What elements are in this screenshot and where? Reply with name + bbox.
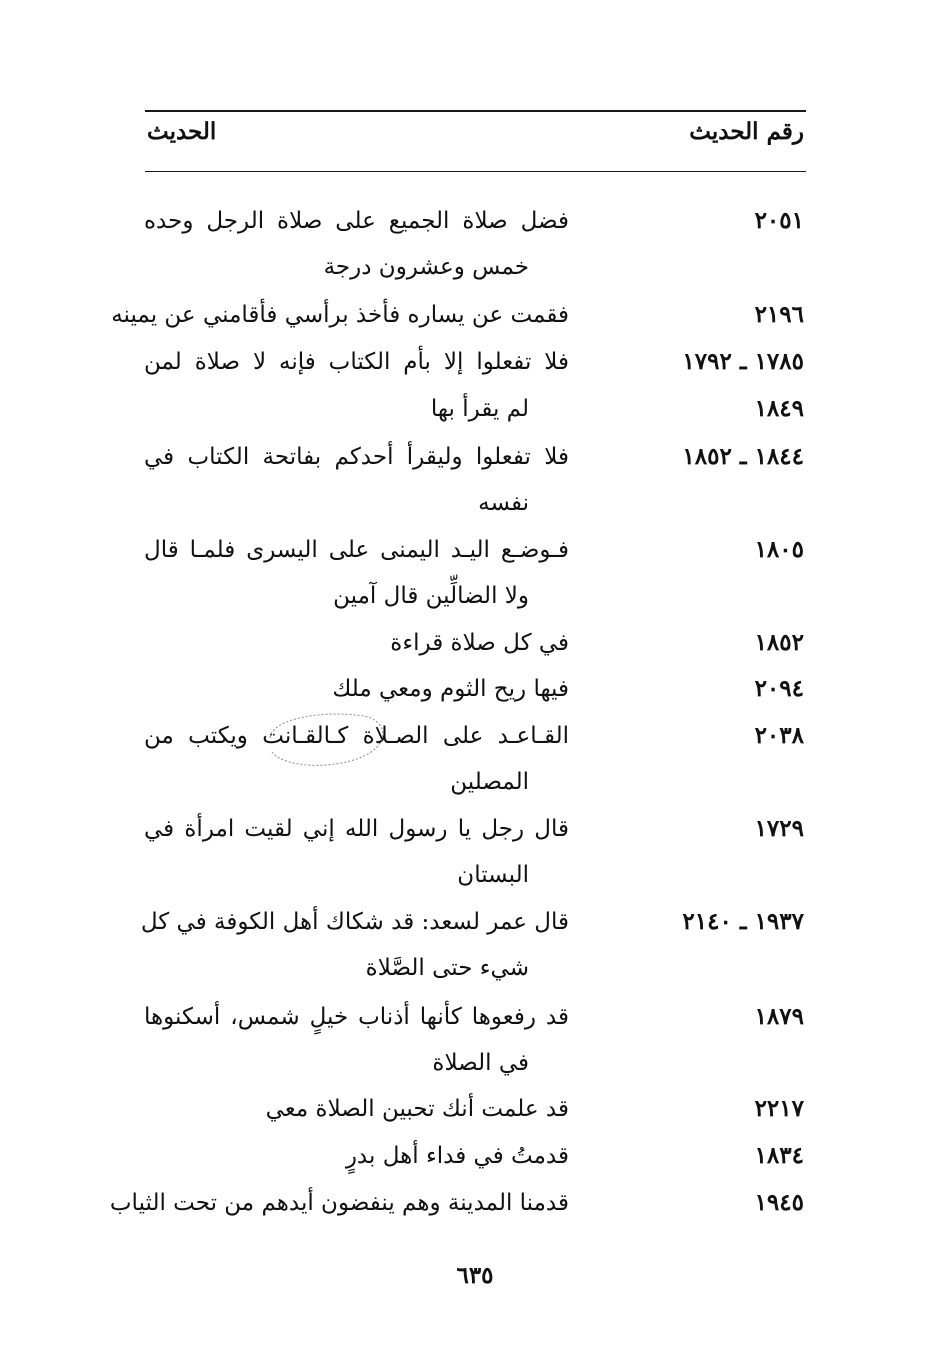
hadith-text-line: نفسه (478, 490, 529, 516)
hadith-text-line: في كل صلاة قراءة (390, 630, 569, 656)
hadith-text-line: فـوضـع اليـد اليمنى على اليسرى فلمـا قال (144, 537, 569, 563)
hadith-number: ١٧٨٥ ـ ١٧٩٢ (682, 348, 804, 375)
hadith-number: ١٩٤٥ (754, 1189, 804, 1216)
hadith-number: ١٨٠٥ (754, 536, 804, 563)
hadith-number: ٢٠٣٨ (754, 722, 804, 749)
hadith-number: ٢٠٩٤ (754, 675, 804, 702)
hadith-text-line: القـاعـد على الصـلاة كـالقـانت ويكتب من (144, 723, 569, 749)
hadith-text-line: المصلين (450, 769, 529, 795)
hadith-text-line: قدمنا المدينة وهم ينفضون أيدهم من تحت الثياب (109, 1190, 569, 1216)
header-bottom-rule (145, 171, 806, 172)
hadith-text-line: فلا تفعلوا وليقرأ أحدكم بفاتحة الكتاب في (144, 444, 569, 470)
hadith-number: ١٧٢٩ (754, 815, 804, 842)
hadith-text-line: فقمت عن يساره فأخذ برأسي فأقامني عن يمينه (111, 302, 569, 328)
hadith-text-line: ولا الضالِّين قال آمين (333, 583, 529, 609)
hadith-text-line: قال رجل يا رسول الله إني لقيت امرأة في (144, 816, 569, 842)
hadith-number: ١٨٧٩ (754, 1003, 804, 1030)
page-number: ٦٣٥ (456, 1262, 494, 1289)
hadith-text-line: في الصلاة (432, 1050, 529, 1076)
hadith-text-line: قد علمت أنك تحبين الصلاة معي (265, 1096, 569, 1122)
hadith-text-line: شيء حتى الصَّلاة (365, 955, 529, 981)
hadith-number: ١٨٣٤ (754, 1142, 804, 1169)
hadith-number: ٢٢١٧ (754, 1095, 804, 1122)
hadith-number: ١٩٣٧ ـ ٢١٤٠ (682, 908, 804, 935)
hadith-text-line: قدمتُ في فداء أهل بدرٍ (345, 1143, 569, 1169)
hadith-number: ١٨٥٢ (754, 629, 804, 656)
hadith-number: ١٨٤٩ (754, 395, 804, 422)
header-number-label: رقم الحديث (689, 118, 804, 145)
hadith-number: ٢١٩٦ (754, 301, 804, 328)
hadith-text-line: فيها ريح الثوم ومعي ملك (332, 676, 569, 702)
hadith-number: ١٨٤٤ ـ ١٨٥٢ (682, 443, 804, 470)
header-top-rule (145, 110, 806, 112)
hadith-text-line: قال عمر لسعد: قد شكاك أهل الكوفة في كل (140, 909, 569, 935)
hadith-text-line: البستان (457, 862, 529, 888)
hadith-number: ٢٠٥١ (754, 207, 804, 234)
hadith-text-line: فضل صلاة الجميع على صلاة الرجل وحده (144, 208, 569, 234)
hadith-text-line: لم يقرأ بها (430, 396, 529, 422)
header-text-label: الحديث (147, 118, 217, 145)
hadith-text-line: قد رفعوها كأنها أذناب خيلٍ شمس، أسكنوها (144, 1004, 569, 1030)
hadith-text-line: خمس وعشرون درجة (323, 254, 529, 280)
hadith-text-line: فلا تفعلوا إلا بأم الكتاب فإنه لا صلاة لمن (144, 349, 569, 375)
